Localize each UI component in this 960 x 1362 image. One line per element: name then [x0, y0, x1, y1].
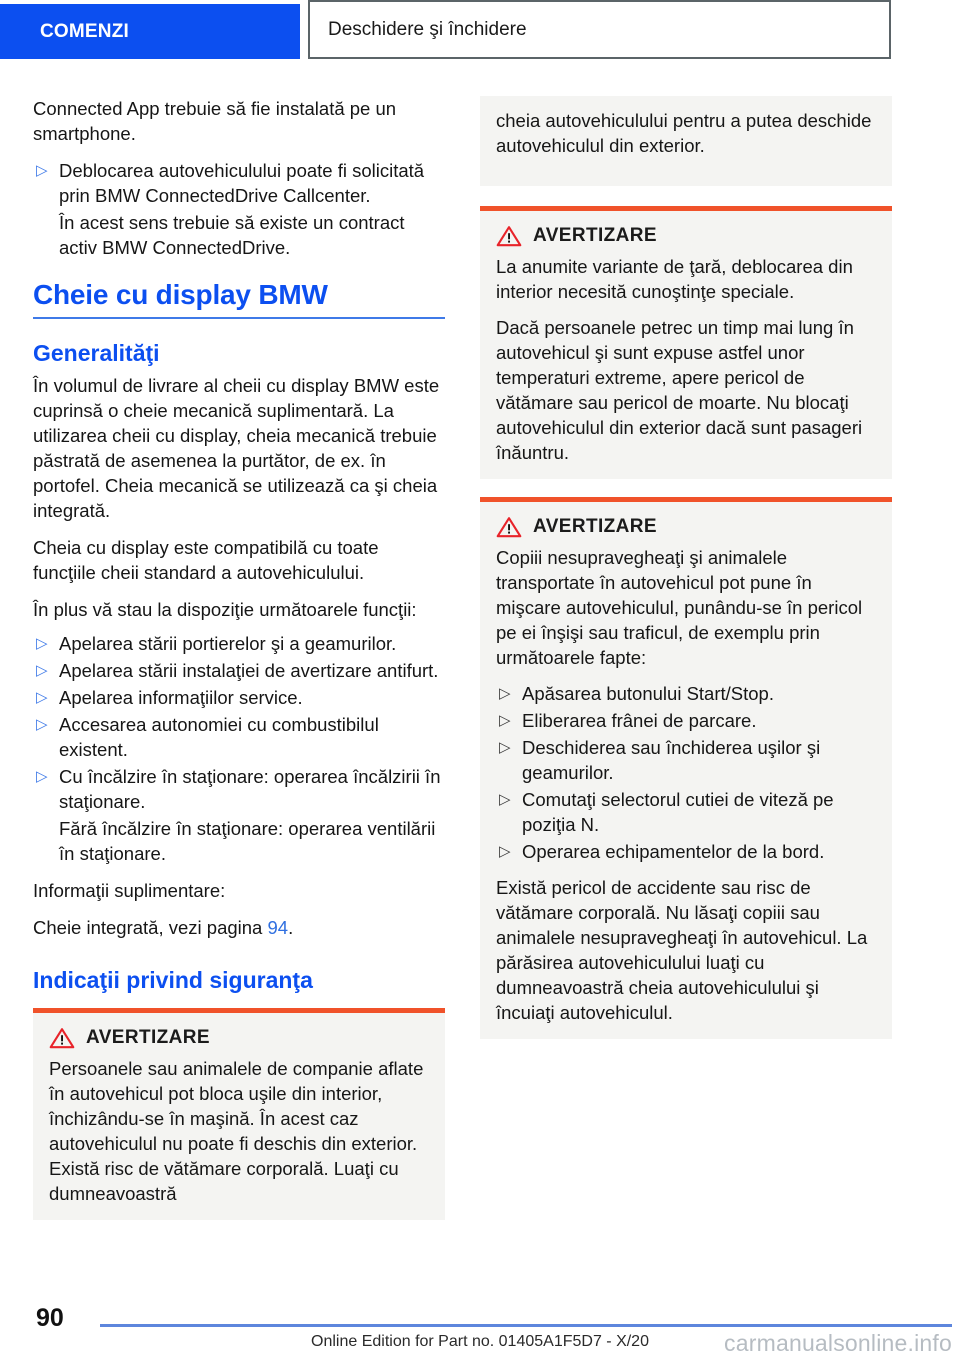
chapter-tab	[0, 4, 300, 59]
warning-body: Persoanele sau animalele de companie aflate în autovehicul pot bloca uşile din interior, închizându-se în maşină. În acest caz autovehiculul nu poate fi deschis din exterior. Există risc de vătămare corporală. Luaţi cu dumneavoastră	[49, 1058, 424, 1204]
general-paragraph-3: În plus vă stau la dispoziţie următoarele funcţii:	[33, 599, 417, 620]
warning-header	[49, 1027, 429, 1049]
cross-reference	[33, 915, 445, 940]
warning-paragraph-1: La anumite variante de ţară, deblocarea din interior necesită cunoştinţe speciale.	[496, 256, 853, 302]
left-column	[33, 96, 445, 1220]
list-item-label: Deblocarea autovehiculului poate fi solicitată prin BMW ConnectedDrive Callcenter.	[59, 160, 425, 206]
list-item-label: Eliberarea frânei de parcare.	[522, 710, 757, 731]
page-number: 90	[36, 1304, 64, 1332]
warning-title: AVERTIZARE	[86, 1027, 210, 1048]
triangle-bullet-icon: ▷	[36, 689, 48, 706]
list-item-label: Comutaţi selectorul cutiei de viteză pe poziţia N.	[522, 789, 834, 835]
section-heading-generalitati: Generalităţi	[33, 340, 160, 366]
list-item-subtext: În acest sens trebuie să existe un contract activ BMW ConnectedDrive.	[59, 212, 405, 258]
list-item	[496, 708, 876, 733]
warning-box	[33, 1008, 445, 1220]
list-item	[496, 839, 876, 864]
list-item	[33, 631, 445, 656]
warning-bullet-list	[496, 681, 876, 864]
list-item-subtext: Fără încălzire în staţionare: operarea ventilării în staţionare.	[59, 818, 436, 864]
chapter-tab-label: COMENZI	[40, 20, 130, 42]
triangle-bullet-icon: ▷	[36, 768, 48, 785]
list-item-label: Apelarea informaţiilor service.	[59, 687, 303, 708]
list-item-label: Apăsarea butonului Start/Stop.	[522, 683, 774, 704]
footer-divider	[100, 1324, 952, 1327]
chapter-underline	[33, 317, 445, 319]
edition-note: Online Edition for Part no. 01405A1F5D7 - X/20	[311, 1333, 649, 1350]
warning-triangle-icon	[496, 225, 522, 247]
list-item-label: Operarea echipamentelor de la bord.	[522, 841, 825, 862]
right-column	[480, 96, 892, 1057]
list-item	[496, 735, 876, 785]
list-item	[33, 712, 445, 762]
warning-box	[480, 497, 892, 1039]
warning-paragraph-1: Copiii nesupravegheaţi şi animalele transportate în autovehicul pot pune în mişcare autovehiculul, punându-se în pericol pe ei înşişi sau traficul, de exemplu prin următoarele fapte:	[496, 547, 863, 668]
warning-box-continuation	[480, 96, 892, 186]
list-item	[33, 158, 445, 208]
list-item	[496, 681, 876, 706]
watermark: carmanualsonline.info	[724, 1330, 952, 1356]
continuation-paragraph: Connected App trebuie să fie instalată pe un smartphone.	[33, 98, 397, 144]
triangle-bullet-icon: ▷	[499, 843, 511, 860]
list-item-label: Apelarea stării portierelor şi a geamurilor.	[59, 633, 397, 654]
triangle-bullet-icon: ▷	[36, 716, 48, 733]
more-info-label: Informaţii suplimentare:	[33, 880, 226, 901]
functions-bullet-list	[33, 631, 445, 866]
cross-reference-prefix: Cheie integrată, vezi pagina	[33, 917, 268, 938]
list-item	[33, 764, 445, 814]
triangle-bullet-icon: ▷	[499, 791, 511, 808]
triangle-bullet-icon: ▷	[499, 712, 511, 729]
list-item-label: Apelarea stării instalaţiei de avertizare antifurt.	[59, 660, 439, 681]
connected-bullet-list	[33, 158, 445, 260]
warning-header	[496, 225, 876, 247]
list-item	[496, 787, 876, 837]
general-paragraph-1: În volumul de livrare al cheii cu display BMW este cuprinsă o cheie mecanică suplimentară. La utilizarea cheii cu display, cheia mecanică trebuie păstrată de asemenea la purtător, de ex. în portofel. Cheia mecanică se utilizează ca şi cheia integrată.	[33, 375, 440, 521]
section-title-box	[308, 0, 891, 59]
list-item-label: Deschiderea sau închiderea uşilor şi geamurilor.	[522, 737, 821, 783]
triangle-bullet-icon: ▷	[36, 635, 48, 652]
list-item-label: Accesarea autonomiei cu combustibilul existent.	[59, 714, 379, 760]
warning-header	[496, 516, 876, 538]
section-heading-siguranta: Indicaţii privind siguranţa	[33, 967, 313, 993]
general-paragraph-2: Cheia cu display este compatibilă cu toate funcţiile cheii standard a autovehiculului.	[33, 537, 379, 583]
list-item-label: Cu încălzire în staţionare: operarea încălzirii în staţionare.	[59, 766, 441, 812]
page-footer	[0, 1300, 960, 1362]
triangle-bullet-icon: ▷	[499, 685, 511, 702]
page-header	[0, 0, 960, 62]
warning-paragraph-2: Există pericol de accidente sau risc de vătămare corporală. Nu lăsaţi copiii sau animalele nesupravegheaţi în autovehicul. La părăsirea autovehiculului luaţi cu dumneavoastră cheia autovehiculului şi încuiaţi autovehiculul.	[496, 877, 868, 1023]
triangle-bullet-icon: ▷	[499, 739, 511, 756]
warning-box	[480, 206, 892, 479]
warning-triangle-icon	[49, 1027, 75, 1049]
page-title: Cheie cu display BMW	[33, 279, 328, 310]
warning-paragraph-2: Dacă persoanele petrec un timp mai lung în autovehicul şi sunt expuse astfel unor temperaturi extreme, apere pericol de vătămare sau pericol de moarte. Nu blocaţi autovehiculul din exterior dacă sunt pasageri înăuntru.	[496, 317, 863, 463]
list-item	[33, 658, 445, 683]
triangle-bullet-icon: ▷	[36, 162, 48, 179]
warning-title: AVERTIZARE	[533, 516, 657, 537]
warning-continuation-body: cheia autovehiculului pentru a putea deschide autovehiculul din exterior.	[496, 110, 872, 156]
list-item	[33, 685, 445, 710]
section-title-text: Deschidere şi închidere	[328, 18, 527, 40]
cross-reference-page-link[interactable]: 94	[267, 917, 289, 938]
warning-title: AVERTIZARE	[533, 225, 657, 246]
cross-reference-suffix: .	[288, 917, 294, 938]
warning-triangle-icon	[496, 516, 522, 538]
triangle-bullet-icon: ▷	[36, 662, 48, 679]
